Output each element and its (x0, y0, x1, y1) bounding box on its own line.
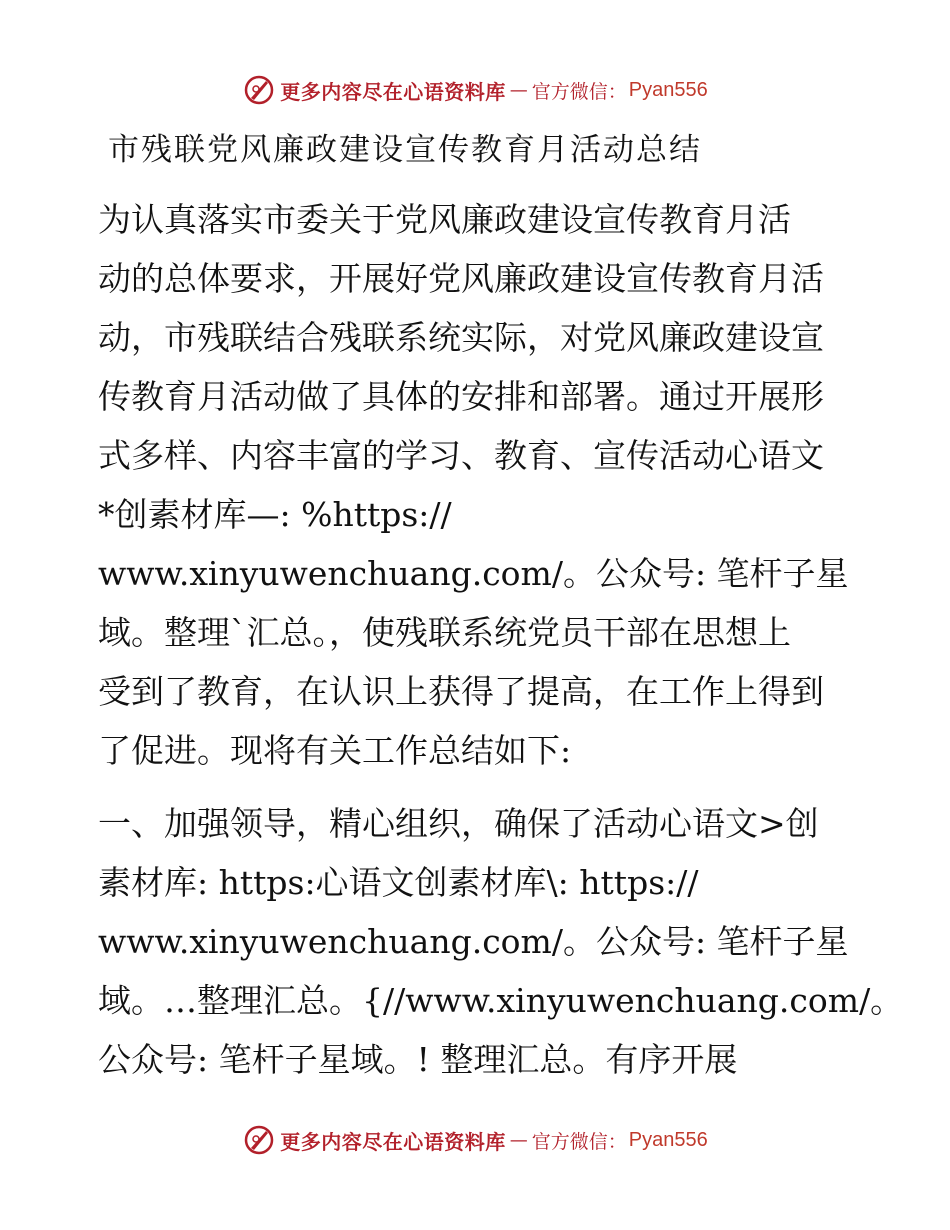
paragraph-line: 动，市残联结合残联系统实际，对党风廉政建设宣 (98, 318, 824, 357)
paragraph-line: 受到了教育，在认识上获得了提高，在工作上得到 (98, 672, 824, 711)
paragraph-line: 为认真落实市委关于党风廉政建设宣传教育月活 (98, 200, 791, 239)
paragraph-line: 动的总体要求，开展好党风廉政建设宣传教育月活 (98, 259, 824, 298)
header-wechat-id: Pyan556 (628, 78, 708, 101)
paragraph-line: *创素材库—: %https:// (98, 495, 452, 534)
quill-logo-icon (242, 73, 276, 107)
footer-wechat-id: Pyan556 (628, 1128, 708, 1151)
footer-wechat-label: 官方微信： (531, 1130, 627, 1153)
header-slogan: 更多内容尽在心语资料库 (280, 79, 506, 104)
paragraph-line: 域。…整理汇总。{//www.xinyuwenchuang.com/。 (98, 981, 904, 1020)
paragraph-line: 公众号: 笔杆子星域。! 整理汇总。有序开展 (98, 1040, 738, 1079)
footer-dash: — (509, 1129, 528, 1151)
header-dash: — (509, 79, 528, 101)
header-wechat-label: 官方微信： (531, 80, 627, 103)
paragraph-intro (98, 190, 858, 780)
quill-logo-icon (242, 1123, 276, 1157)
footer-banner (0, 1120, 950, 1160)
paragraph-line: 传教育月活动做了具体的安排和部署。通过开展形 (98, 377, 824, 416)
paragraph-line: 域。整理`汇总。，使残联系统党员干部在思想上 (98, 613, 791, 652)
footer-slogan: 更多内容尽在心语资料库 (280, 1129, 506, 1154)
paragraph-section-one (98, 794, 904, 1089)
document-title: 市残联党风廉政建设宣传教育月活动总结 (108, 132, 702, 168)
paragraph-line: 了促进。现将有关工作总结如下: (98, 731, 572, 770)
paragraph-line: www.xinyuwenchuang.com/。公众号: 笔杆子星 (98, 554, 849, 593)
paragraph-line: 式多样、内容丰富的学习、教育、宣传活动心语文 (98, 436, 824, 475)
header-banner (0, 70, 950, 110)
paragraph-line: 一、加强领导，精心组织，确保了活动心语文>创 (98, 804, 819, 843)
paragraph-line: www.xinyuwenchuang.com/。公众号: 笔杆子星 (98, 922, 849, 961)
paragraph-line: 素材库: https:心语文创素材库\: https:// (98, 863, 699, 902)
